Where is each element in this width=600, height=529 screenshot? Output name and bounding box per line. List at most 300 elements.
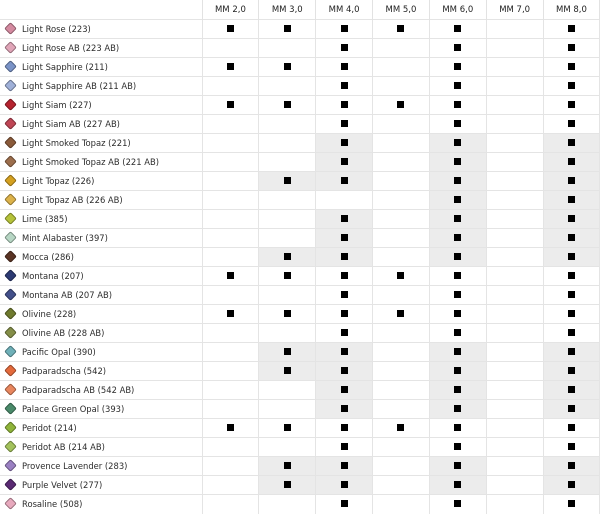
size-availability-cell <box>316 267 373 286</box>
available-mark-icon <box>341 462 348 469</box>
size-availability-cell <box>543 286 600 305</box>
size-availability-cell <box>486 58 543 77</box>
size-availability-cell <box>202 495 259 514</box>
size-availability-cell <box>486 172 543 191</box>
crystal-name-cell[interactable] <box>0 438 202 457</box>
size-availability-cell <box>543 362 600 381</box>
size-availability-cell <box>202 248 259 267</box>
table-row <box>0 20 600 39</box>
crystal-name-cell[interactable] <box>0 172 202 191</box>
crystal-swatch-icon <box>4 345 17 358</box>
available-mark-icon <box>284 310 291 317</box>
size-availability-cell <box>486 191 543 210</box>
table-header-row <box>0 0 600 20</box>
available-mark-icon <box>454 196 461 203</box>
crystal-name-cell[interactable] <box>0 267 202 286</box>
available-mark-icon <box>341 101 348 108</box>
size-availability-cell <box>486 267 543 286</box>
name-column-header <box>0 0 202 20</box>
available-mark-icon <box>341 82 348 89</box>
size-availability-cell <box>373 248 430 267</box>
available-mark-icon <box>568 405 575 412</box>
size-availability-cell <box>543 457 600 476</box>
crystal-swatch-icon <box>4 383 17 396</box>
size-availability-cell <box>373 438 430 457</box>
size-availability-cell <box>259 58 316 77</box>
size-availability-cell <box>259 248 316 267</box>
crystal-swatch-icon <box>4 288 17 301</box>
size-availability-cell <box>373 58 430 77</box>
size-availability-cell <box>373 267 430 286</box>
size-availability-cell <box>316 96 373 115</box>
size-availability-cell <box>486 400 543 419</box>
available-mark-icon <box>284 25 291 32</box>
size-availability-cell <box>316 438 373 457</box>
size-availability-cell <box>543 229 600 248</box>
crystal-name-cell[interactable] <box>0 381 202 400</box>
available-mark-icon <box>454 367 461 374</box>
size-availability-cell <box>543 58 600 77</box>
size-availability-cell <box>486 39 543 58</box>
size-availability-cell <box>259 229 316 248</box>
available-mark-icon <box>568 443 575 450</box>
size-availability-cell <box>543 476 600 495</box>
size-availability-cell <box>429 438 486 457</box>
size-availability-cell <box>202 77 259 96</box>
crystal-name-label: Light Sapphire AB (211 AB) <box>22 80 137 91</box>
available-mark-icon <box>284 462 291 469</box>
crystal-name-label: Pacific Opal (390) <box>22 346 96 357</box>
crystal-name-label: Rosaline (508) <box>22 498 83 509</box>
size-availability-cell <box>202 153 259 172</box>
available-mark-icon <box>454 234 461 241</box>
size-availability-cell <box>486 20 543 39</box>
available-mark-icon <box>568 177 575 184</box>
size-availability-cell <box>202 324 259 343</box>
table-row <box>0 115 600 134</box>
size-availability-cell <box>373 153 430 172</box>
crystal-swatch-icon <box>4 117 17 130</box>
size-availability-cell <box>202 362 259 381</box>
crystal-swatch-icon <box>4 459 17 472</box>
size-availability-cell <box>202 210 259 229</box>
size-availability-cell <box>316 153 373 172</box>
available-mark-icon <box>568 196 575 203</box>
table-row <box>0 495 600 514</box>
size-availability-cell <box>259 438 316 457</box>
crystal-name-cell[interactable] <box>0 324 202 343</box>
available-mark-icon <box>341 481 348 488</box>
crystal-name-cell[interactable] <box>0 134 202 153</box>
size-availability-cell <box>543 210 600 229</box>
crystal-name-label: Peridot (214) <box>22 422 77 433</box>
size-availability-cell <box>316 39 373 58</box>
size-availability-cell <box>202 305 259 324</box>
crystal-swatch-icon <box>4 364 17 377</box>
table-row <box>0 96 600 115</box>
table-row <box>0 172 600 191</box>
crystal-name-cell[interactable] <box>0 96 202 115</box>
size-availability-cell <box>202 58 259 77</box>
size-availability-cell <box>486 96 543 115</box>
available-mark-icon <box>454 120 461 127</box>
available-mark-icon <box>397 310 404 317</box>
available-mark-icon <box>341 215 348 222</box>
available-mark-icon <box>227 272 234 279</box>
size-availability-cell <box>316 457 373 476</box>
available-mark-icon <box>227 424 234 431</box>
crystal-name-label: Olivine AB (228 AB) <box>22 327 105 338</box>
table-row <box>0 457 600 476</box>
crystal-swatch-icon <box>4 250 17 263</box>
crystal-name-label: Light Rose (223) <box>22 23 91 34</box>
size-availability-cell <box>316 210 373 229</box>
available-mark-icon <box>227 310 234 317</box>
crystal-name-cell[interactable] <box>0 20 202 39</box>
crystal-swatch-icon <box>4 155 17 168</box>
available-mark-icon <box>341 443 348 450</box>
available-mark-icon <box>454 272 461 279</box>
crystal-name-label: Light Sapphire (211) <box>22 61 108 72</box>
available-mark-icon <box>341 500 348 507</box>
crystal-name-cell[interactable] <box>0 457 202 476</box>
size-availability-cell <box>316 115 373 134</box>
crystal-name-cell[interactable] <box>0 305 202 324</box>
size-availability-cell <box>259 286 316 305</box>
available-mark-icon <box>568 329 575 336</box>
size-availability-cell <box>202 381 259 400</box>
available-mark-icon <box>341 177 348 184</box>
size-availability-cell <box>259 77 316 96</box>
crystal-swatch-icon <box>4 79 17 92</box>
available-mark-icon <box>454 310 461 317</box>
size-availability-cell <box>316 248 373 267</box>
size-availability-cell <box>429 343 486 362</box>
size-availability-cell <box>373 305 430 324</box>
crystal-name-cell[interactable] <box>0 191 202 210</box>
size-availability-cell <box>202 438 259 457</box>
crystal-name-cell[interactable] <box>0 419 202 438</box>
crystal-swatch-icon <box>4 136 17 149</box>
crystal-name-label: Lime (385) <box>22 213 68 224</box>
crystal-name-label: Mocca (286) <box>22 251 74 262</box>
available-mark-icon <box>341 253 348 260</box>
available-mark-icon <box>454 443 461 450</box>
size-availability-cell <box>486 77 543 96</box>
size-availability-cell <box>486 324 543 343</box>
size-availability-cell <box>316 381 373 400</box>
size-availability-cell <box>486 153 543 172</box>
size-availability-cell <box>202 39 259 58</box>
size-availability-cell <box>543 343 600 362</box>
size-availability-cell <box>486 229 543 248</box>
size-availability-cell <box>316 20 373 39</box>
table-row <box>0 267 600 286</box>
table-row <box>0 438 600 457</box>
table-row <box>0 476 600 495</box>
column-header-mm-3: MM 3,0 <box>259 0 316 20</box>
size-availability-cell <box>259 191 316 210</box>
available-mark-icon <box>568 139 575 146</box>
size-availability-cell <box>316 324 373 343</box>
table-row <box>0 229 600 248</box>
available-mark-icon <box>227 101 234 108</box>
size-availability-cell <box>373 286 430 305</box>
size-availability-cell <box>316 191 373 210</box>
crystal-name-label: Montana AB (207 AB) <box>22 289 112 300</box>
crystal-name-cell[interactable] <box>0 362 202 381</box>
available-mark-icon <box>568 82 575 89</box>
size-availability-cell <box>316 495 373 514</box>
size-availability-cell <box>543 115 600 134</box>
available-mark-icon <box>284 348 291 355</box>
available-mark-icon <box>284 367 291 374</box>
size-availability-cell <box>259 457 316 476</box>
crystal-name-cell[interactable] <box>0 248 202 267</box>
table-row <box>0 305 600 324</box>
size-availability-cell <box>316 305 373 324</box>
crystal-name-label: Padparadscha (542) <box>22 365 107 376</box>
size-availability-cell <box>373 495 430 514</box>
available-mark-icon <box>454 424 461 431</box>
size-availability-cell <box>429 267 486 286</box>
size-availability-cell <box>259 96 316 115</box>
available-mark-icon <box>568 500 575 507</box>
size-availability-cell <box>373 381 430 400</box>
table-row <box>0 58 600 77</box>
size-availability-cell <box>486 438 543 457</box>
available-mark-icon <box>568 234 575 241</box>
available-mark-icon <box>341 348 348 355</box>
crystal-name-label: Light Topaz (226) <box>22 175 95 186</box>
column-header-mm-5: MM 5,0 <box>373 0 430 20</box>
size-availability-cell <box>316 362 373 381</box>
size-availability-cell <box>429 134 486 153</box>
crystal-name-cell[interactable] <box>0 495 202 514</box>
size-availability-cell <box>202 134 259 153</box>
crystal-name-cell[interactable] <box>0 58 202 77</box>
size-availability-cell <box>259 134 316 153</box>
crystal-swatch-icon <box>4 212 17 225</box>
size-availability-cell <box>429 39 486 58</box>
available-mark-icon <box>341 158 348 165</box>
available-mark-icon <box>454 158 461 165</box>
size-availability-cell <box>543 20 600 39</box>
available-mark-icon <box>284 424 291 431</box>
crystal-name-cell[interactable] <box>0 153 202 172</box>
size-availability-cell <box>543 191 600 210</box>
size-availability-cell <box>373 419 430 438</box>
available-mark-icon <box>397 424 404 431</box>
table-row <box>0 77 600 96</box>
crystal-name-cell[interactable] <box>0 229 202 248</box>
size-availability-cell <box>373 476 430 495</box>
size-availability-cell <box>429 77 486 96</box>
size-availability-cell <box>543 134 600 153</box>
size-availability-cell <box>202 172 259 191</box>
size-availability-cell <box>316 343 373 362</box>
size-availability-cell <box>486 305 543 324</box>
size-availability-cell <box>373 210 430 229</box>
size-availability-cell <box>429 362 486 381</box>
size-availability-cell <box>486 210 543 229</box>
crystal-name-label: Purple Velvet (277) <box>22 479 103 490</box>
size-availability-cell <box>373 115 430 134</box>
size-availability-cell <box>486 495 543 514</box>
size-availability-cell <box>373 229 430 248</box>
crystal-name-cell[interactable] <box>0 77 202 96</box>
crystal-swatch-icon <box>4 22 17 35</box>
size-availability-cell <box>316 286 373 305</box>
size-availability-cell <box>429 229 486 248</box>
size-availability-cell <box>202 267 259 286</box>
available-mark-icon <box>454 82 461 89</box>
available-mark-icon <box>568 291 575 298</box>
size-availability-cell <box>543 438 600 457</box>
size-availability-cell <box>543 495 600 514</box>
table-row <box>0 324 600 343</box>
available-mark-icon <box>341 367 348 374</box>
size-availability-cell <box>202 419 259 438</box>
crystal-swatch-icon <box>4 440 17 453</box>
crystal-name-label: Light Siam (227) <box>22 99 92 110</box>
crystal-name-cell[interactable] <box>0 210 202 229</box>
available-mark-icon <box>568 253 575 260</box>
size-availability-cell <box>373 457 430 476</box>
size-availability-cell <box>486 381 543 400</box>
size-availability-cell <box>429 381 486 400</box>
crystal-name-label: Mint Alabaster (397) <box>22 232 108 243</box>
size-availability-cell <box>373 400 430 419</box>
crystal-swatch-icon <box>4 193 17 206</box>
crystal-name-cell[interactable] <box>0 343 202 362</box>
table-row <box>0 419 600 438</box>
available-mark-icon <box>568 424 575 431</box>
size-availability-cell <box>373 362 430 381</box>
available-mark-icon <box>454 500 461 507</box>
column-header-mm-2: MM 2,0 <box>202 0 259 20</box>
available-mark-icon <box>341 44 348 51</box>
size-availability-cell <box>202 20 259 39</box>
size-availability-cell <box>373 343 430 362</box>
size-availability-cell <box>429 20 486 39</box>
crystal-name-label: Peridot AB (214 AB) <box>22 441 105 452</box>
available-mark-icon <box>341 63 348 70</box>
size-availability-cell <box>373 77 430 96</box>
available-mark-icon <box>568 272 575 279</box>
size-availability-cell <box>543 305 600 324</box>
size-availability-cell <box>486 419 543 438</box>
size-availability-cell <box>259 153 316 172</box>
size-availability-cell <box>543 324 600 343</box>
size-availability-cell <box>429 96 486 115</box>
size-availability-cell <box>429 153 486 172</box>
available-mark-icon <box>397 101 404 108</box>
size-availability-cell <box>259 400 316 419</box>
available-mark-icon <box>397 25 404 32</box>
crystal-name-cell[interactable] <box>0 286 202 305</box>
size-availability-cell <box>429 457 486 476</box>
table-row <box>0 381 600 400</box>
crystal-name-cell[interactable] <box>0 39 202 58</box>
crystal-swatch-icon <box>4 421 17 434</box>
available-mark-icon <box>284 253 291 260</box>
available-mark-icon <box>454 405 461 412</box>
table-row <box>0 153 600 172</box>
size-availability-cell <box>259 39 316 58</box>
crystal-name-cell[interactable] <box>0 476 202 495</box>
available-mark-icon <box>568 462 575 469</box>
available-mark-icon <box>341 234 348 241</box>
size-availability-cell <box>429 305 486 324</box>
crystal-name-label: Montana (207) <box>22 270 84 281</box>
available-mark-icon <box>454 386 461 393</box>
size-availability-cell <box>316 77 373 96</box>
available-mark-icon <box>341 424 348 431</box>
size-availability-cell <box>259 210 316 229</box>
crystal-swatch-icon <box>4 98 17 111</box>
available-mark-icon <box>284 63 291 70</box>
size-availability-cell <box>202 96 259 115</box>
available-mark-icon <box>227 63 234 70</box>
size-availability-cell <box>259 476 316 495</box>
column-header-mm-4: MM 4,0 <box>316 0 373 20</box>
available-mark-icon <box>397 272 404 279</box>
size-availability-cell <box>202 286 259 305</box>
size-availability-cell <box>373 96 430 115</box>
available-mark-icon <box>454 44 461 51</box>
size-availability-cell <box>486 248 543 267</box>
crystal-swatch-icon <box>4 174 17 187</box>
available-mark-icon <box>341 386 348 393</box>
column-header-mm-6: MM 6,0 <box>429 0 486 20</box>
crystal-name-cell[interactable] <box>0 115 202 134</box>
available-mark-icon <box>341 405 348 412</box>
size-availability-cell <box>373 39 430 58</box>
size-availability-cell <box>316 134 373 153</box>
available-mark-icon <box>341 310 348 317</box>
available-mark-icon <box>454 462 461 469</box>
available-mark-icon <box>568 386 575 393</box>
size-availability-cell <box>429 286 486 305</box>
size-availability-cell <box>543 400 600 419</box>
available-mark-icon <box>568 120 575 127</box>
available-mark-icon <box>454 25 461 32</box>
table-row <box>0 191 600 210</box>
size-availability-cell <box>486 343 543 362</box>
crystal-swatch-icon <box>4 402 17 415</box>
available-mark-icon <box>568 310 575 317</box>
available-mark-icon <box>568 63 575 70</box>
size-availability-cell <box>543 77 600 96</box>
available-mark-icon <box>284 272 291 279</box>
table-row <box>0 210 600 229</box>
available-mark-icon <box>341 120 348 127</box>
size-availability-cell <box>429 210 486 229</box>
crystal-swatch-icon <box>4 269 17 282</box>
size-availability-cell <box>429 115 486 134</box>
crystal-name-cell[interactable] <box>0 400 202 419</box>
crystal-name-label: Olivine (228) <box>22 308 77 319</box>
table-row <box>0 134 600 153</box>
crystal-name-label: Light Smoked Topaz (221) <box>22 137 131 148</box>
available-mark-icon <box>568 25 575 32</box>
size-availability-cell <box>543 172 600 191</box>
size-availability-cell <box>259 381 316 400</box>
column-header-mm-7: MM 7,0 <box>486 0 543 20</box>
size-availability-cell <box>202 400 259 419</box>
available-mark-icon <box>341 139 348 146</box>
